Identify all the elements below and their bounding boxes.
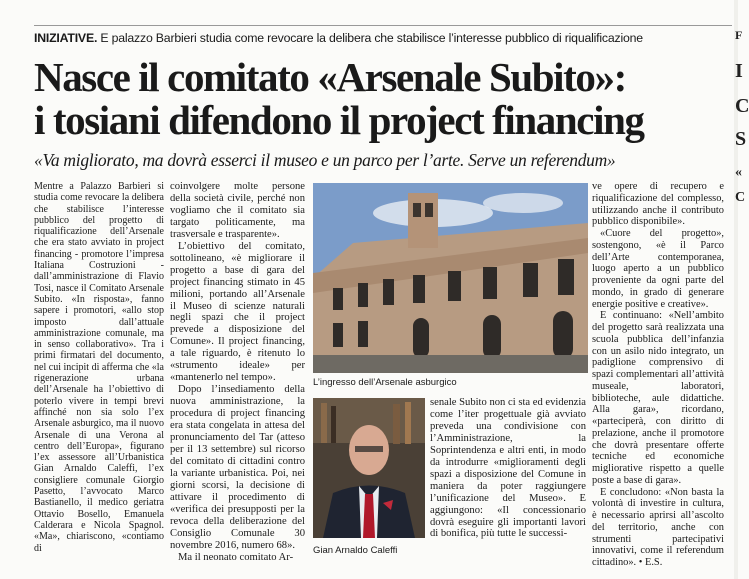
kicker xyxy=(34,30,732,46)
article-column-4 xyxy=(592,181,724,569)
column-4-paragraph: E continuano: «Nell’ambito del progetto sarà realizzata una scuola pubblica dell’infanzia con un asilo nido integrato, un padiglione comprensivo di spazi complementari all’attività museale, laboratori, biblioteche, aule didattiche. Alla gara», ricordano, «parteciperà, con diritto di prelazione, anche il promotore che dovrà presentare offerte tecniche ed economiche migliorative rispetto a quelle poste a base di gara». xyxy=(592,310,724,486)
column-2-paragraph: Ma il neonato comitato Ar- xyxy=(178,551,294,563)
subhead: «Va migliorato, ma dovrà esserci il museo e un parco per l’arte. Serve un referendum» xyxy=(34,150,616,170)
caleffi-portrait xyxy=(313,398,425,538)
next-article-letter: « xyxy=(735,165,742,180)
column-4-paragraph: «Cuore del progetto», sostengono, «è il Parco dell’Arte contemporanea, luogo aperto a un pubblico proveniente da ogni parte del mondo, in grado di generare energie positive e creative». xyxy=(592,228,724,310)
arsenale-photo xyxy=(313,183,588,373)
next-article-letter: C xyxy=(735,190,746,205)
next-article-edge xyxy=(734,0,738,579)
column-4-paragraph: ve opere di recupero e riqualificazione del complesso, utilizzando anche il contributo pubblico disponibile». xyxy=(592,181,724,228)
kicker-label: INIZIATIVE. xyxy=(34,31,98,45)
next-article-letter: C xyxy=(735,95,749,117)
column-1-text: Mentre a Palazzo Barbieri si studia come revocare la delibera che stabilisce l’interesse pubblico del progetto di riqualificazione dell’Arsenale che era stato avviato in project financing - promotore l’impresa Italiana Costruzioni - dall’amministrazione di Flavio Tosi, nasce il Comitato Arsenale Subito. «In risposta», fanno sapere i promotori, «allo stop imposto dall’attuale amministrazione comunale, ma in senso collaborativo». Tra i primi firmatari del documento, nel cui incipit di afferma che «la rigenerazione urbana dell’Arsenale ha l’obiettivo di poterlo vivere in tempi brevi affinché non sia solo l’ex Arsenale asburgico, ma il nuovo Arsenale di una Verona al centro dell’Europa», figurano l’ex assessore all’Urbanistica Gian Arnaldo Caleffi, l’ex consigliere comunale Giorgio Pasetto, l’avvocato Marco Bastianello, il medico geriatra Ottavio Bosello, Emanuela Calderara e Nicola Spagnol. «Ma», chiariscono, «contiamo di xyxy=(34,181,164,554)
photo-caption-arsenale: L’ingresso dell’Arsenale asburgico xyxy=(313,377,457,388)
photo-caption-caleffi: Gian Arnaldo Caleffi xyxy=(313,545,398,556)
column-2-paragraph: Dopo l’insediamento della nuova amministrazione, la procedura di project financing era stata congelata in attesa del pronunciamento del Tar (atteso per il 13 settembre) sul ricorso del comitato di cittadini contro la variante urbanistica. Poi, nei giorni scorsi, la decisione di attivare il procedimento di «verifica dei presupposti per la revoca della deliberazione del Consiglio Comunale 30 novembre 2016, numero 68». xyxy=(170,384,305,551)
article-column-3 xyxy=(430,397,586,540)
headline-line-2: i tosiani difendono il project financing xyxy=(34,97,644,143)
arsenale-building-illustration xyxy=(313,183,588,373)
column-3-text: senale Subito non ci sta ed evidenzia come l’iter progettuale già avviato preveda una condivisione con l’Amministrazione, la Soprintendenza e altri enti, in modo da introdurre «miglioramenti degli spazi a disposizione del Comune in maniera da poter raggiungere l’unificazione del Museo». E aggiungono: «Il concessionario dovrà eseguire gli importanti lavori di bonifica, più tutte le successi- xyxy=(430,397,586,540)
portrait-illustration xyxy=(313,398,425,538)
article-column-2 xyxy=(170,181,305,564)
kicker-text: E palazzo Barbieri studia come revocare la delibera che stabilisce l’interesse pubblico di riqualificazione xyxy=(97,31,643,45)
next-article-letter: S xyxy=(735,128,747,150)
column-4-paragraph: E concludono: «Non basta la volontà di investire in cultura, è necessario aprirsi all’ascolto del territorio, anche con strumenti partecipativi innovativi, come il referendum cittadino». • E.S. xyxy=(592,486,724,568)
column-2-paragraph: L’obiettivo del comitato, sottolineano, «è migliorare il progetto a base di gara del project financing stimato in 45 milioni, portando all’Arsenale il Museo di scienze naturali negli spazi che il project prevede a disposizione del Comune». Il project financing, a tale riguardo, è ritenuto lo «strumento ideale» per «mantenerlo nel tempo». xyxy=(170,240,305,384)
article-column-1 xyxy=(34,181,164,554)
next-article-letter: F xyxy=(735,28,743,42)
kicker-rule xyxy=(34,25,732,26)
headline-line-1: Nasce il comitato «Arsenale Subito»: xyxy=(34,54,626,100)
next-article-letter: I xyxy=(735,60,743,82)
column-2-paragraph: coinvolgere molte persone della società civile, perché non vogliamo che il comitato sia targato politicamente, ma trasversale e trasparente». xyxy=(170,181,305,240)
